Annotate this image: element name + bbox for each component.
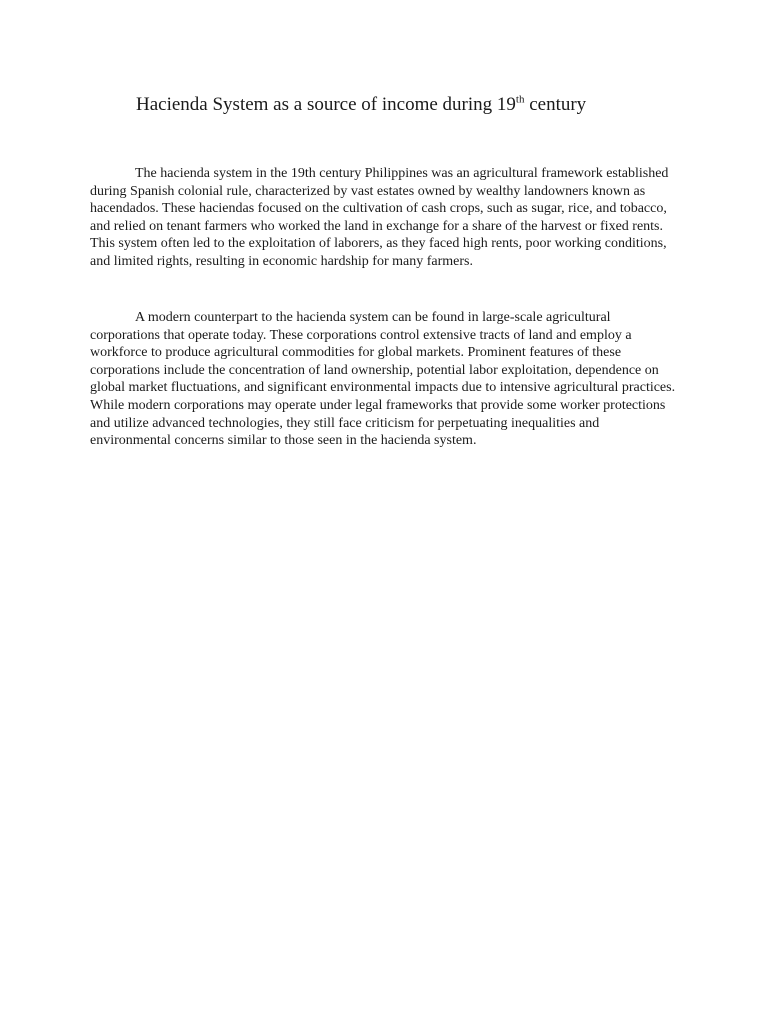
title-superscript: th — [515, 93, 525, 106]
paragraph-hacienda-system: The hacienda system in the 19th century Philippines was an agricultural framework established during Spanish colonial rule, characterized by vast estates owned by wealthy landowners known as hacendados. These haciendas focused on the cultivation of cash crops, such as sugar, rice, and tobacco, and relied on tenant farmers who worked the land in exchange for a share of the harvest or fixed rents. This system often led to the exploitation of laborers, as they faced high rents, poor working conditions, and limited rights, resulting in economic hardship for many farmers. — [90, 166, 669, 269]
title-text: Hacienda System as a source of income during 19 — [136, 94, 516, 115]
title-text-end: century — [524, 94, 587, 115]
document-title — [136, 90, 696, 120]
paragraph-modern-counterpart: A modern counterpart to the hacienda system can be found in large-scale agricultural corporations that operate today. These corporations control extensive tracts of land and employ a workforce to produce agricultural commodities for global markets. Prominent features of these corporations include the concentration of land ownership, potential labor exploitation, dependence on global market fluctuations, and significant environmental impacts due to intensive agricultural practices. While modern corporations may operate under legal frameworks that provide some worker protections and utilize advanced technologies, they still face criticism for perpetuating inequalities and environmental concerns similar to those seen in the hacienda system. — [90, 310, 676, 449]
